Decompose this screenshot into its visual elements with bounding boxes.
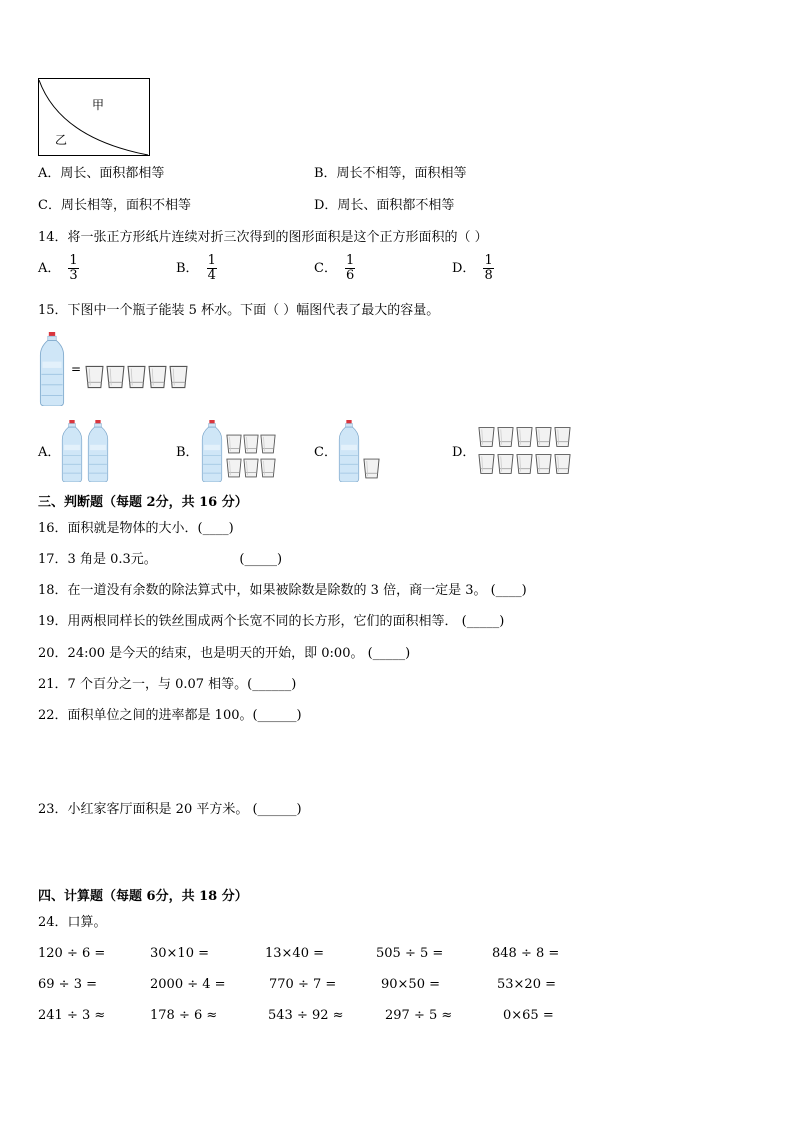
option-letter: B． [176, 261, 199, 276]
calc-item[interactable]: 770 ÷ 7 = [269, 977, 337, 992]
cup-icon [86, 366, 103, 387]
q17[interactable]: 17．3 角是 0.3元。 (_____) [38, 552, 283, 567]
cup-icon [555, 428, 570, 447]
cup-icon [261, 435, 275, 453]
calc-item[interactable]: 848 ÷ 8 = [492, 946, 560, 961]
cup-icon [479, 428, 494, 447]
bottle-icon [202, 420, 221, 482]
cup-icon [364, 459, 379, 478]
q16[interactable]: 16．面积就是物体的大小．(____) [38, 521, 234, 536]
calc-item[interactable]: 53×20 = [497, 977, 557, 992]
cup-icon [244, 435, 258, 453]
bottle-icon [339, 420, 358, 482]
fraction: $\frac{1}{8}$ [484, 253, 493, 283]
q14-option-a[interactable] [38, 254, 79, 283]
cup-icon [227, 459, 241, 477]
fraction: $\frac{1}{3}$ [69, 253, 78, 283]
q13-option-b[interactable]: B．周长不相等，面积相等 [314, 166, 467, 181]
q22[interactable]: 22．面积单位之间的进率都是 100。(______) [38, 708, 302, 723]
fraction: $\frac{1}{6}$ [345, 253, 355, 283]
q21[interactable]: 21．7 个百分之一，与 0.07 相等。(______) [38, 677, 297, 692]
section4-heading: 四、计算题（每题 6分，共 18 分） [38, 889, 248, 904]
cup-icon [227, 435, 241, 453]
q15-option-c-label[interactable]: C． [314, 445, 337, 460]
q15-option-c-figure[interactable] [337, 420, 387, 482]
bottle-icon [62, 420, 81, 482]
cup-icon [479, 455, 494, 474]
cup-icon [517, 455, 532, 474]
q15-stem: 15．下图中一个瓶子能装 5 杯水。下面（ ）幅图代表了最大的容量。 [38, 303, 440, 318]
fraction: $\frac{1}{4}$ [207, 253, 216, 283]
q14-stem: 14．将一张正方形纸片连续对折三次得到的图形面积是这个正方形面积的（ ） [38, 230, 488, 245]
cup-icon [555, 455, 570, 474]
calc-item[interactable]: 178 ÷ 6 ≈ [150, 1008, 218, 1023]
q19[interactable]: 19．用两根同样长的铁丝围成两个长宽不同的长方形，它们的面积相等． (_____) [38, 614, 505, 629]
calc-item[interactable]: 241 ÷ 3 ≈ [38, 1008, 106, 1023]
cup-icon [517, 428, 532, 447]
q15-option-a-label[interactable]: A． [38, 445, 61, 460]
q14-option-b[interactable] [176, 254, 217, 283]
q15-option-b-figure[interactable] [200, 420, 280, 482]
cup-icon [170, 366, 187, 387]
q24-stem: 24．口算。 [38, 915, 107, 930]
calc-item[interactable]: 2000 ÷ 4 = [150, 977, 226, 992]
calc-item[interactable]: 0×65 = [503, 1008, 554, 1023]
region-label-yi: 乙 [55, 133, 68, 147]
cup-icon [244, 459, 258, 477]
q20[interactable]: 20．24:00 是今天的结束，也是明天的开始，即 0:00。 (_____) [38, 646, 411, 661]
calc-item[interactable]: 30×10 = [150, 946, 210, 961]
cup-icon [261, 459, 275, 477]
option-letter: D． [452, 261, 476, 276]
calc-item[interactable]: 13×40 = [265, 946, 325, 961]
cup-icon [498, 428, 513, 447]
cup-icon [536, 428, 551, 447]
cup-icon [149, 366, 166, 387]
q13-option-a[interactable]: A．周长、面积都相等 [38, 166, 165, 181]
bottle-icon [88, 420, 107, 482]
section3-heading: 三、判断题（每题 2分，共 16 分） [38, 495, 248, 510]
bottle-icon [40, 332, 63, 406]
q15-option-d-label[interactable]: D． [452, 445, 476, 460]
option-letter: A． [38, 261, 61, 276]
calc-item[interactable]: 543 ÷ 92 ≈ [268, 1008, 344, 1023]
option-letter: C． [314, 261, 337, 276]
q18[interactable]: 18．在一道没有余数的除法算式中，如果被除数是除数的 3 倍，商一定是 3。 (____) [38, 583, 527, 598]
calc-item[interactable]: 90×50 = [381, 977, 441, 992]
q13-option-d[interactable]: D．周长、面积都不相等 [314, 198, 455, 213]
calc-item[interactable]: 297 ÷ 5 ≈ [385, 1008, 453, 1023]
equals-sign: = [71, 362, 82, 376]
cup-icon [536, 455, 551, 474]
region-label-jia: 甲 [92, 98, 105, 112]
q15-option-b-label[interactable]: B． [176, 445, 199, 460]
q15-option-a-figure[interactable] [60, 420, 110, 482]
calc-item[interactable]: 69 ÷ 3 = [38, 977, 97, 992]
calc-item[interactable]: 120 ÷ 6 = [38, 946, 106, 961]
q13-option-c[interactable]: C．周长相等，面积不相等 [38, 198, 191, 213]
calc-item[interactable]: 505 ÷ 5 = [376, 946, 444, 961]
cup-icon [107, 366, 124, 387]
q14-option-d[interactable] [452, 254, 494, 283]
cup-icon [128, 366, 145, 387]
cup-icon [498, 455, 513, 474]
q15-reference-figure [38, 332, 198, 407]
q15-option-d-figure[interactable] [478, 426, 573, 478]
q23[interactable]: 23．小红家客厅面积是 20 平方米。 (______) [38, 802, 302, 817]
q14-option-c[interactable] [314, 254, 355, 283]
